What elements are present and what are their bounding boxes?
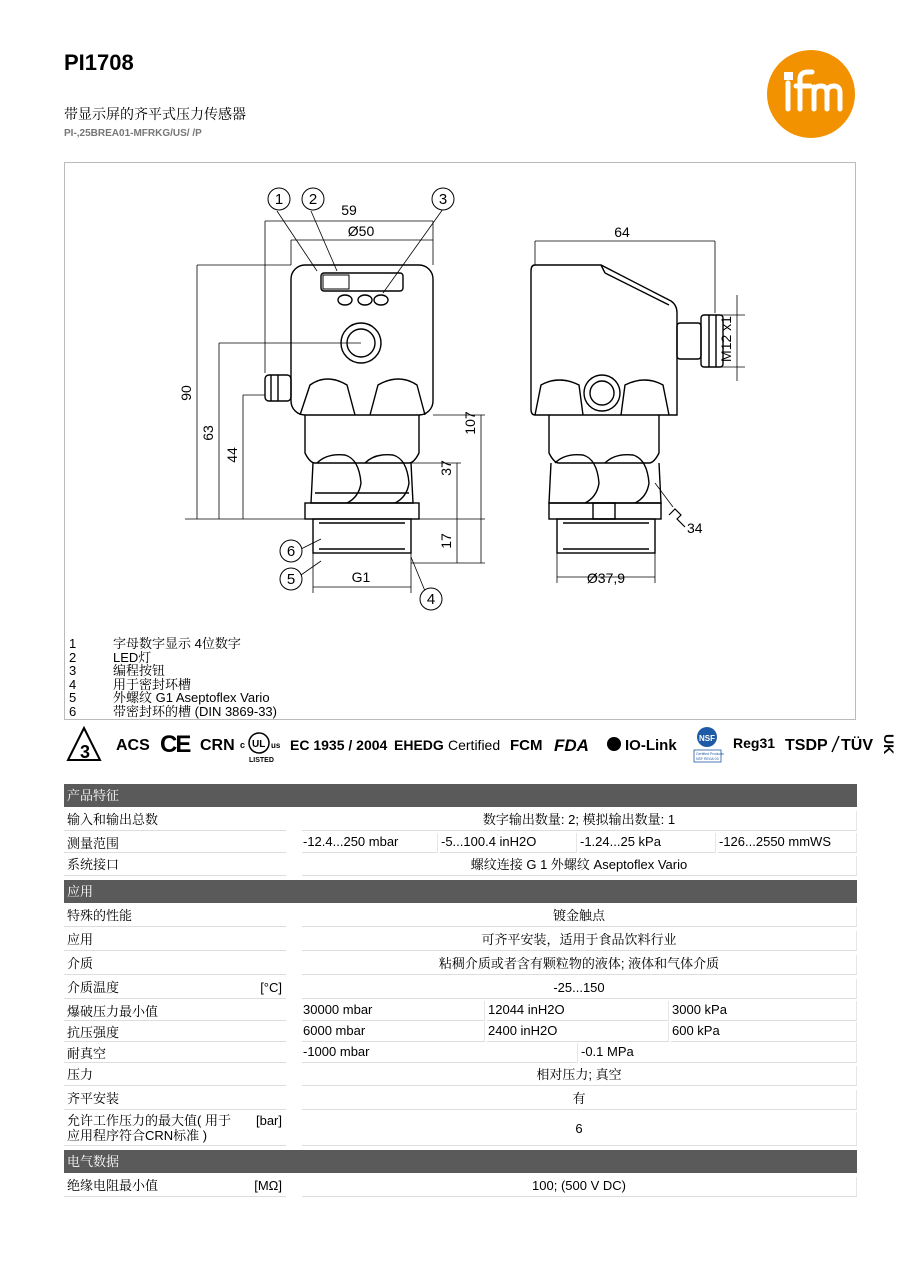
dim-59: 59 bbox=[341, 202, 357, 218]
section-header-application: 应用 bbox=[64, 880, 857, 903]
label-medium-temperature: 介质温度 [°C] bbox=[64, 977, 286, 999]
dim-g1: G1 bbox=[351, 569, 371, 585]
label-application: 应用 bbox=[64, 929, 286, 951]
svg-text:us: us bbox=[271, 741, 281, 750]
ukca-logo: UK bbox=[881, 734, 897, 755]
technical-drawing bbox=[65, 163, 857, 633]
dim-m12: M12 x1 bbox=[718, 316, 734, 362]
value-special-feature: 镀金触点 bbox=[302, 907, 857, 927]
legend-item: 5 外螺纹 G1 Aseptoflex Vario bbox=[69, 690, 270, 706]
callout-2: 2 bbox=[308, 191, 318, 208]
value-io-total: 数字输出数量: 2; 模拟输出数量: 1 bbox=[302, 811, 857, 831]
svg-text:c: c bbox=[240, 740, 246, 750]
tsdp-tuv-logo bbox=[785, 735, 873, 754]
label-medium: 介质 bbox=[64, 953, 286, 975]
fda-logo: FDA bbox=[554, 736, 589, 755]
product-subtitle: 带显示屏的齐平式压力传感器 bbox=[64, 106, 246, 122]
io-link-logo bbox=[607, 737, 677, 754]
value-burst-inh2o: 12044 inH2O bbox=[487, 1001, 669, 1021]
dim-63: 63 bbox=[200, 425, 216, 441]
value-proof-kpa: 600 kPa bbox=[671, 1022, 857, 1042]
callout-6: 6 bbox=[286, 543, 296, 560]
section-header-features: 产品特征 bbox=[64, 784, 857, 807]
callout-4: 4 bbox=[426, 591, 436, 608]
label-proof-pressure: 抗压强度 bbox=[64, 1022, 286, 1042]
legend-item: 1 字母数字显示 4位数字 bbox=[69, 636, 241, 651]
dim-44: 44 bbox=[224, 447, 240, 463]
value-vacuum-mpa: -0.1 MPa bbox=[580, 1043, 857, 1063]
ehedg-certified: Certified bbox=[448, 737, 501, 753]
legend-item: 4 用于密封环槽 bbox=[69, 676, 192, 692]
label-measuring-range: 测量范围 bbox=[64, 833, 286, 853]
section-header-electrical: 电气数据 bbox=[64, 1150, 857, 1173]
value-vacuum-mbar: -1000 mbar bbox=[302, 1043, 578, 1063]
svg-text:IO-Link: IO-Link bbox=[625, 737, 677, 754]
value-medium: 粘稠介质或者含有颗粒物的液体; 液体和气体介质 bbox=[302, 955, 857, 975]
label-vacuum-resistance: 耐真空 bbox=[64, 1043, 286, 1063]
dim-17: 17 bbox=[438, 533, 454, 549]
value-pressure-type: 相对压力; 真空 bbox=[302, 1066, 857, 1086]
wrench-icon bbox=[669, 509, 685, 527]
value-insulation-resistance: 100; (500 V DC) bbox=[302, 1177, 857, 1197]
dim-d50: Ø50 bbox=[347, 223, 375, 239]
nsf-logo bbox=[694, 727, 724, 762]
legend-item: 3 编程按钮 bbox=[69, 663, 166, 679]
ce-logo: CE bbox=[160, 731, 190, 758]
value-application: 可齐平安装，适用于食品饮料行业 bbox=[302, 931, 857, 951]
dim-90: 90 bbox=[178, 385, 194, 401]
ec-1935-logo: EC 1935 / 2004 bbox=[290, 737, 388, 753]
drawing-legend bbox=[69, 637, 277, 719]
ul-listed-logo bbox=[240, 733, 281, 764]
value-crn-max-pressure: 6 bbox=[302, 1112, 857, 1146]
acs-logo: ACS bbox=[116, 737, 150, 754]
dim-64: 64 bbox=[614, 224, 630, 240]
legend-item: 6 带密封环的槽 (DIN 3869-33) bbox=[69, 703, 277, 719]
value-medium-temperature: -25...150 bbox=[302, 979, 857, 999]
svg-text:3: 3 bbox=[80, 742, 91, 762]
value-proof-mbar: 6000 mbar bbox=[302, 1022, 485, 1042]
certification-logos bbox=[64, 724, 900, 766]
fcm-logo: FCM bbox=[510, 737, 543, 754]
ehedg-logo: EHEDG bbox=[394, 737, 444, 753]
dim-d379: Ø37,9 bbox=[586, 570, 626, 586]
label-insulation-resistance: 绝缘电阻最小值 [MΩ] bbox=[64, 1175, 286, 1197]
svg-text:Certified Products: Certified Products bbox=[696, 752, 724, 756]
legend-item: 2 LED灯 bbox=[69, 649, 152, 665]
ifm-logo bbox=[766, 49, 856, 139]
product-code: PI-,25BREA01-MFRKG/US/ /P bbox=[64, 128, 202, 139]
a3-logo bbox=[68, 728, 100, 762]
value-burst-kpa: 3000 kPa bbox=[671, 1001, 857, 1021]
callout-1: 1 bbox=[274, 191, 284, 208]
label-flush-mounting: 齐平安装 bbox=[64, 1088, 286, 1110]
value-range-inh2o: -5...100.4 inH2O bbox=[440, 833, 577, 853]
label-process-connection: 系统接口 bbox=[64, 854, 286, 876]
value-process-connection: 螺纹连接 G 1 外螺纹 Aseptoflex Vario bbox=[302, 856, 857, 876]
dim-34: 34 bbox=[687, 520, 703, 536]
label-io-total: 输入和输出总数 bbox=[64, 809, 286, 831]
value-burst-mbar: 30000 mbar bbox=[302, 1001, 485, 1021]
svg-text:NSF: NSF bbox=[699, 734, 715, 743]
svg-text:LISTED: LISTED bbox=[249, 757, 274, 764]
value-range-mmws: -126...2550 mmWS bbox=[718, 833, 857, 853]
svg-text:NSF REGA 03: NSF REGA 03 bbox=[696, 757, 719, 761]
value-range-mbar: -12.4...250 mbar bbox=[302, 833, 438, 853]
value-proof-inh2o: 2400 inH2O bbox=[487, 1022, 669, 1042]
label-burst-pressure: 爆破压力最小值 bbox=[64, 1001, 286, 1021]
crn-logo: CRN bbox=[200, 737, 235, 754]
dim-107: 107 bbox=[462, 411, 478, 435]
svg-text:UL: UL bbox=[252, 739, 266, 750]
svg-text:TÜV: TÜV bbox=[841, 737, 873, 754]
product-title: PI1708 bbox=[64, 50, 134, 75]
label-crn-max-pressure: 允许工作压力的最大值( 用于 应用程序符合CRN标准 ) [bar] bbox=[64, 1112, 286, 1146]
svg-text:TSDP: TSDP bbox=[785, 737, 828, 754]
callout-3: 3 bbox=[438, 191, 448, 208]
reg31-logo: Reg31 bbox=[733, 735, 776, 751]
value-range-kpa: -1.24...25 kPa bbox=[579, 833, 716, 853]
value-flush-mounting: 有 bbox=[302, 1090, 857, 1110]
callout-5: 5 bbox=[286, 571, 296, 588]
label-pressure-type: 压力 bbox=[64, 1064, 286, 1086]
dimension-drawing bbox=[64, 162, 856, 720]
dim-37: 37 bbox=[438, 460, 454, 476]
label-special-feature: 特殊的性能 bbox=[64, 905, 286, 927]
